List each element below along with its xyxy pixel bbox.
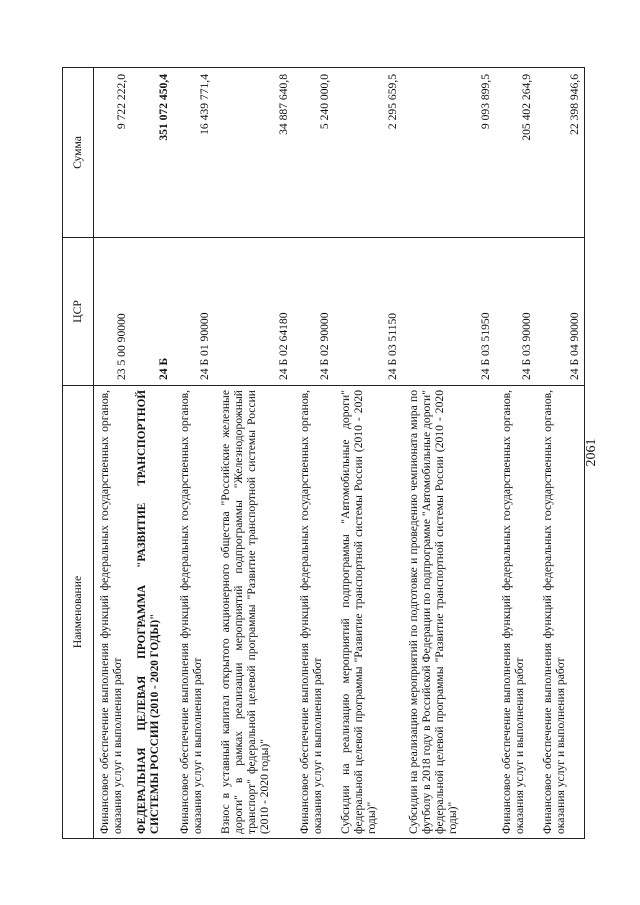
table-row xyxy=(335,68,403,839)
row-name: Взнос в уставный капитал открытого акционерного общества "Российские железные дороги" в рамках реализации мероприятий подпрограммы "Железнодорожный транспорт" федеральной целевой программы "Развитие транспортной системы России (2010 - 2020 годы)" xyxy=(215,386,294,839)
row-sum: 16 439 771,4 xyxy=(174,68,215,238)
table-row xyxy=(294,68,335,839)
table-row xyxy=(94,68,132,839)
row-name: Финансовое обеспечение выполнения функций федеральных государственных органов, оказания услуг и выполнения работ xyxy=(537,386,585,839)
table-row xyxy=(215,68,294,839)
row-code: 24 Б 03 51950 xyxy=(403,238,496,386)
row-sum: 205 402 264,9 xyxy=(496,68,537,238)
row-code: 24 Б 01 90000 xyxy=(174,238,215,386)
header-name: Наименование xyxy=(63,386,94,839)
row-name: Субсидии на реализацию мероприятий по подготовке и проведению чемпионата мира по футболу в 2018 году в Российской Федерации по подпрограмме "Автомобильные дороги" федеральной целевой программы "Развитие транспортной системы России (2010 - 2020 годы)" xyxy=(403,386,496,839)
row-sum: 34 887 640,8 xyxy=(215,68,294,238)
row-code: 24 Б 02 90000 xyxy=(294,238,335,386)
row-code: 24 Б 02 64180 xyxy=(215,238,294,386)
table-row xyxy=(496,68,537,839)
row-code: 24 Б 04 90000 xyxy=(537,238,585,386)
table-row xyxy=(174,68,215,839)
row-name: Субсидии на реализацию мероприятий подпрограммы "Автомобильные дороги" федеральной целевой программы "Развитие транспортной системы России (2010 - 2020 годы)" xyxy=(335,386,403,839)
row-sum: 2 295 659,5 xyxy=(335,68,403,238)
header-row xyxy=(63,68,94,839)
row-name: ФЕДЕРАЛЬНАЯ ЦЕЛЕВАЯ ПРОГРАММА "РАЗВИТИЕ ТРАНСПОРТНОЙ СИСТЕМЫ РОССИИ (2010 - 2020 ГОДЫ)" xyxy=(132,386,174,839)
table-header xyxy=(63,68,94,839)
header-code: ЦСР xyxy=(63,238,94,386)
row-sum: 5 240 000,0 xyxy=(294,68,335,238)
table-row xyxy=(132,68,174,839)
table-row xyxy=(537,68,585,839)
row-sum: 351 072 450,4 xyxy=(132,68,174,238)
table-body xyxy=(94,68,585,839)
row-sum: 9 093 899,5 xyxy=(403,68,496,238)
table-row xyxy=(403,68,496,839)
row-code: 24 Б 03 51150 xyxy=(335,238,403,386)
row-name: Финансовое обеспечение выполнения функций федеральных государственных органов, оказания услуг и выполнения работ xyxy=(496,386,537,839)
header-sum: Сумма xyxy=(63,68,94,238)
row-code: 24 Б 03 90000 xyxy=(496,238,537,386)
row-sum: 22 398 946,6 xyxy=(537,68,585,238)
row-name: Финансовое обеспечение выполнения функций федеральных государственных органов, оказания услуг и выполнения работ xyxy=(174,386,215,839)
page-number: 2061 xyxy=(584,438,599,467)
row-code: 23 5 00 90000 xyxy=(94,238,132,386)
budget-table xyxy=(62,67,585,839)
row-sum: 9 722 222,0 xyxy=(94,68,132,238)
row-name: Финансовое обеспечение выполнения функций федеральных государственных органов, оказания услуг и выполнения работ xyxy=(294,386,335,839)
row-code: 24 Б xyxy=(132,238,174,386)
row-name: Финансовое обеспечение выполнения функций федеральных государственных органов, оказания услуг и выполнения работ xyxy=(94,386,132,839)
